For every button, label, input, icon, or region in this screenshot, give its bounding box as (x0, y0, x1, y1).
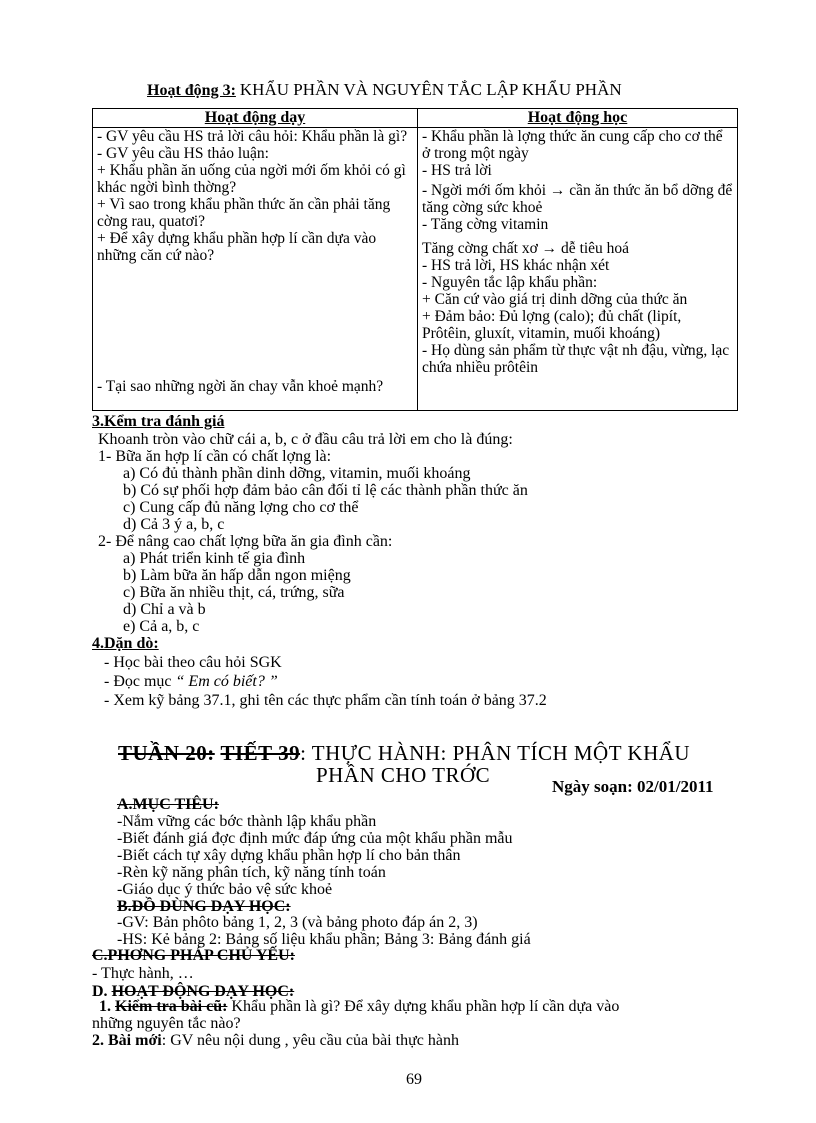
q1-option: b) Có sự phối hợp đảm bảo cân đối tỉ lệ các thành phần thức ăn (123, 482, 528, 499)
homework-item-text: - Đọc mục (104, 673, 172, 690)
homework-item: - Xem kỹ bảng 37.1, ghi tên các thực phẩm cần tính toán ở bảng 37.2 (104, 692, 547, 709)
homework-item (104, 673, 278, 690)
activity-table (92, 108, 738, 411)
assessment-heading: 3.Kểm tra đánh giá (92, 413, 225, 430)
learning-line: + Đảm bảo: Đủ lợng (calo); đủ chất (lipít, Prôtêin, gluxít, vitamin, muối khoáng) (422, 308, 682, 342)
homework-italic-ref: “ Em có biết? ” (175, 673, 278, 690)
question-2: 2- Để nâng cao chất lợng bữa ăn gia đình cần: (98, 533, 393, 550)
q2-option: b) Làm bữa ăn hấp dẫn ngon miệng (123, 567, 351, 584)
objective-item: -Nắm vững các bớc thành lập khẩu phần (117, 813, 377, 830)
assessment-intro: Khoanh tròn vào chữ cái a, b, c ở đầu câu trả lời em cho là đúng: (98, 431, 513, 448)
learning-line: + Căn cứ vào giá trị dinh dỡng của thức ăn (422, 291, 688, 308)
teaching-line: + Vì sao trong khẩu phần thức ăn cần phải tăng cờng rau, quatơi? (97, 196, 391, 230)
activity-heading (147, 80, 622, 100)
lesson-title (118, 742, 690, 764)
materials-heading: B.ĐỒ DÙNG DẠY HỌC: (117, 898, 291, 915)
homework-heading: 4.Dặn dò: (92, 635, 159, 652)
lesson-week: TUẦN 20: (118, 741, 215, 765)
teaching-line: - GV yêu cầu HS thảo luận: (97, 145, 269, 162)
q1-option: a) Có đủ thành phần dinh dỡng, vitamin, muối khoáng (123, 465, 471, 482)
objective-item: -Biết đánh giá đợc định mức đáp ứng của một khẩu phần mẫu (117, 830, 513, 847)
q2-option: a) Phát triển kinh tế gia đình (123, 550, 306, 567)
table-header-teaching: Hoạt động dạy (93, 109, 418, 128)
table-row (93, 128, 738, 411)
methods-text: - Thực hành, … (92, 965, 194, 982)
teaching-cell (93, 128, 418, 411)
activity-item-2-label: 2. Bài mới (92, 1032, 162, 1049)
activity-item-1-num: 1. (99, 998, 111, 1015)
q1-option: c) Cung cấp đủ năng lợng cho cơ thể (123, 499, 359, 516)
lesson-period: TIẾT 39 (220, 741, 301, 765)
table-header-learning: Hoạt động học (418, 109, 738, 128)
activity-item-1-cont: những nguyên tắc nào? (92, 1015, 241, 1032)
learning-line: - HS trả lời (422, 162, 492, 179)
lesson-title-line1: : THỰC HÀNH: PHÂN TÍCH MỘT KHẨU (300, 741, 691, 765)
lesson-date: Ngày soạn: 02/01/2011 (552, 777, 714, 796)
question-1: 1- Bữa ăn hợp lí cần có chất lợng là: (98, 448, 332, 465)
learning-line: Tăng cờng chất xơ → dễ tiêu hoá (422, 240, 630, 257)
activity-title: KHẨU PHẦN VÀ NGUYÊN TẮC LẬP KHẨU PHẦN (239, 80, 622, 99)
teaching-line: + Khẩu phần ăn uống của ngời mới ốm khỏi có gì khác ngời bình thờng? (97, 162, 406, 196)
teaching-line: - GV yêu cầu HS trả lời câu hỏi: Khẩu phần là gì? (97, 128, 408, 145)
activity-item-1-label: Kiểm tra bài cũ: (115, 998, 228, 1015)
materials-item: -GV: Bản phôto bảng 1, 2, 3 (và bảng photo đáp án 2, 3) (117, 914, 478, 931)
objective-item: -Biết cách tự xây dựng khẩu phần hợp lí cho bản thân (117, 847, 461, 864)
learning-line: - Khẩu phần là lợng thức ăn cung cấp cho cơ thể ở trong một ngày (422, 128, 723, 162)
activity-label: Hoạt động 3: (147, 82, 236, 99)
activity-item-2-text: : GV nêu nội dung , yêu cầu của bài thực hành (161, 1032, 459, 1049)
learning-line: - Ngời mới ốm khỏi → cần ăn thức ăn bổ dỡng để tăng cờng sức khoẻ (422, 182, 733, 216)
learning-line: - HS trả lời, HS khác nhận xét (422, 257, 610, 274)
page-number: 69 (406, 1071, 422, 1088)
materials-item: -HS: Kẻ bảng 2: Bảng số liệu khẩu phần; Bảng 3: Bảng đánh giá (117, 931, 531, 948)
teaching-line: - Tại sao những ngời ăn chay vẫn khoẻ mạnh? (97, 378, 384, 395)
activity-item-1-text: Khẩu phần là gì? Để xây dựng khẩu phần hợp lí cần dựa vào (231, 998, 620, 1015)
homework-item: - Học bài theo câu hỏi SGK (104, 654, 282, 671)
teaching-line: + Để xây dựng khẩu phần hợp lí cần dựa vào những căn cứ nào? (97, 230, 377, 264)
activities-heading-text: HOẠT ĐỘNG DẠY HỌC: (111, 983, 295, 1000)
activities-heading-prefix: D. (92, 983, 108, 1000)
learning-line: - Họ dùng sản phẩm từ thực vật nh đậu, vừng, lạc chứa nhiều prôtêin (422, 342, 730, 376)
activity-item-2 (92, 1032, 459, 1049)
objectives-heading: A.MỤC TIÊU: (117, 796, 219, 813)
learning-line: - Tăng cờng vitamin (422, 216, 549, 233)
q2-option: e) Cả a, b, c (123, 618, 200, 635)
q2-option: c) Bữa ăn nhiều thịt, cá, trứng, sữa (123, 584, 345, 601)
table-header-row (93, 109, 738, 128)
lesson-title-line2: PHẦN CHO TRỚC (316, 763, 491, 787)
activity-item-1 (99, 998, 619, 1015)
objective-item: -Giáo dục ý thức bảo vệ sức khoẻ (117, 881, 333, 898)
q1-option: d) Cả 3 ý a, b, c (123, 516, 225, 533)
learning-line: - Nguyên tắc lập khẩu phần: (422, 274, 598, 291)
objective-item: -Rèn kỹ năng phân tích, kỹ năng tính toán (117, 864, 386, 881)
methods-heading: C.PHƠNG PHÁP CHỦ YẾU: (92, 947, 295, 964)
q2-option: d) Chỉ a và b (123, 601, 206, 618)
learning-cell (418, 128, 738, 411)
